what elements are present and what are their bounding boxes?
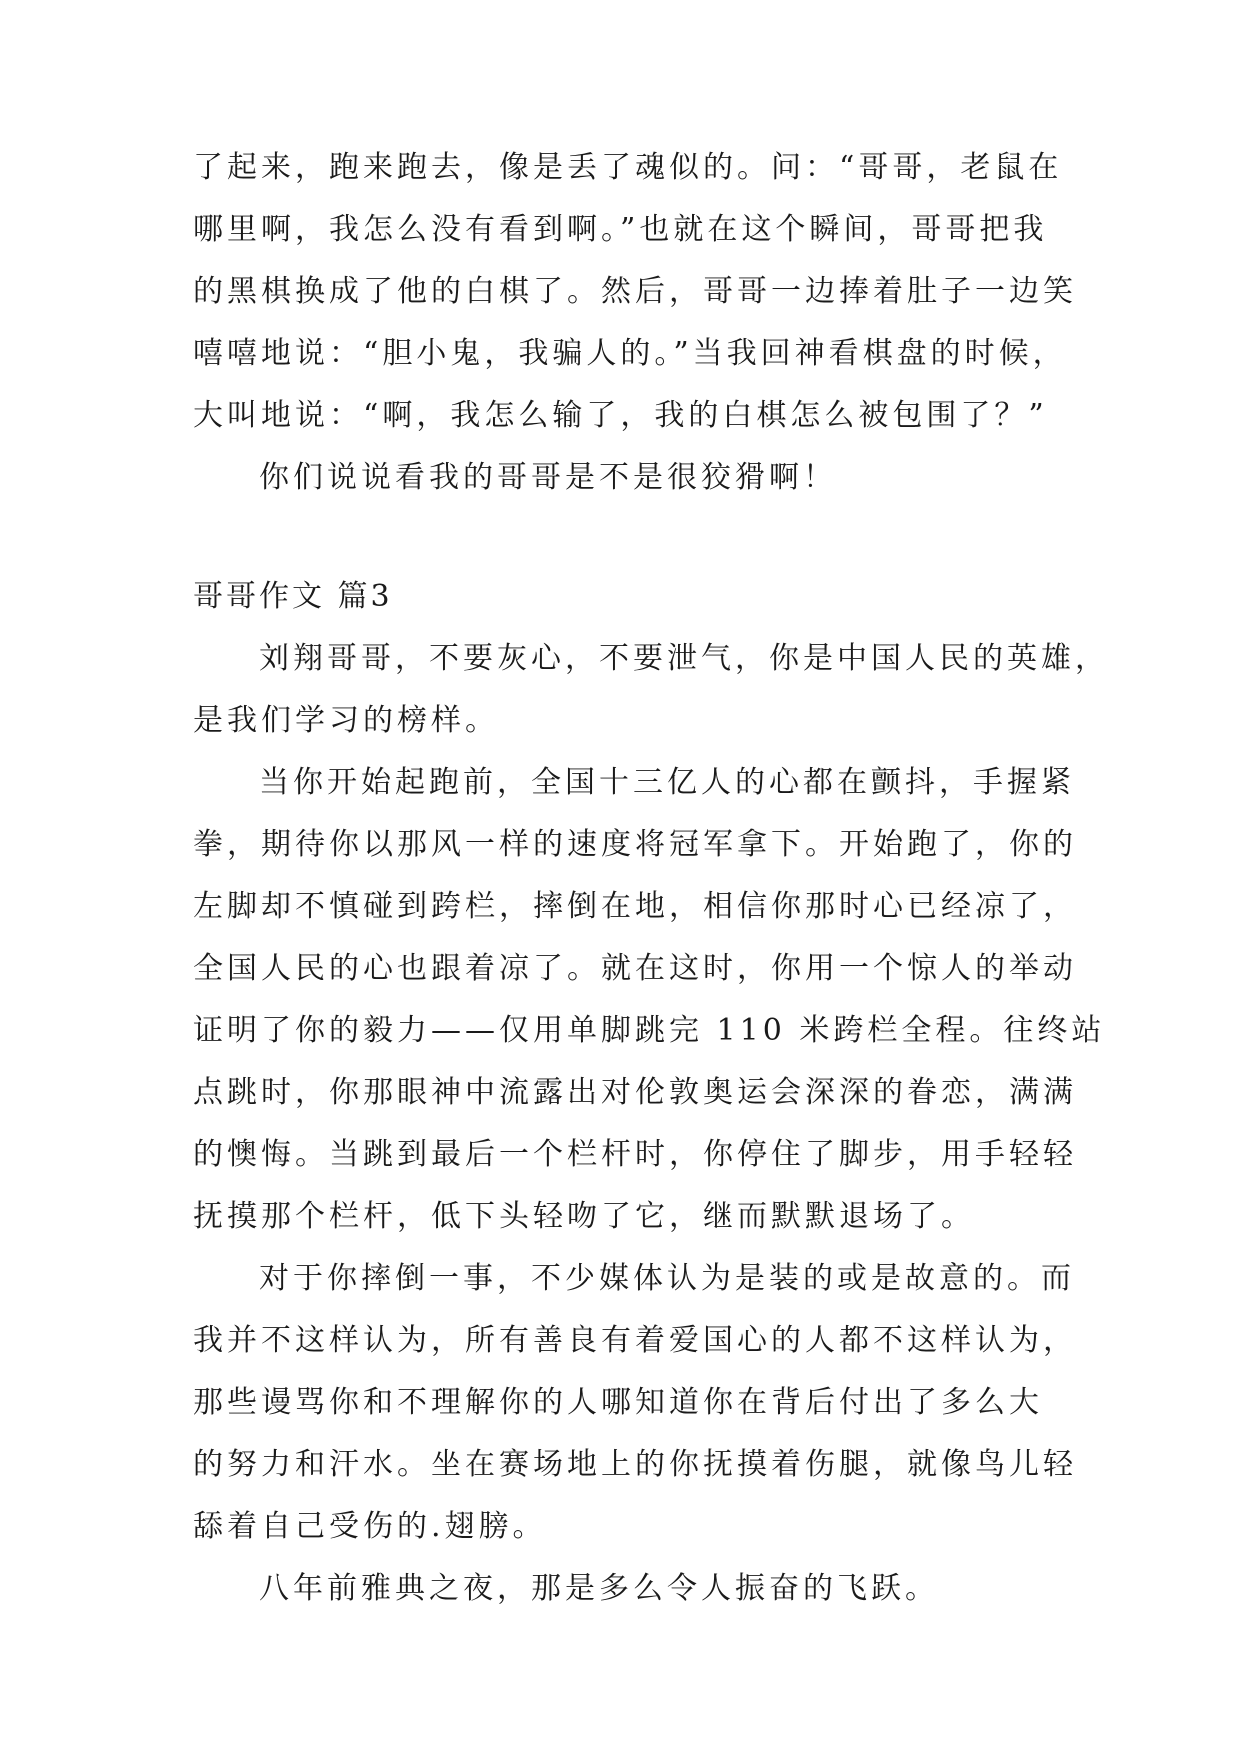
paragraph-line: 点跳时，你那眼神中流露出对伦敦奥运会深深的眷恋，满满 [193, 1075, 1077, 1110]
section-title: 哥哥作文 篇3 [193, 579, 393, 614]
paragraph-line: 你们说说看我的哥哥是不是很狡猾啊！ [259, 460, 837, 495]
paragraph-line: 我并不这样认为，所有善良有着爱国心的人都不这样认为， [193, 1323, 1077, 1358]
paragraph-line: 嘻嘻地说：“胆小鬼，我骗人的。”当我回神看棋盘的时候， [193, 336, 1067, 371]
paragraph-line: 对于你摔倒一事，不少媒体认为是装的或是故意的。而 [259, 1261, 1075, 1296]
paragraph-line: 的黑棋换成了他的白棋了。然后，哥哥一边捧着肚子一边笑 [193, 274, 1077, 309]
paragraph-line: 全国人民的心也跟着凉了。就在这时，你用一个惊人的举动 [193, 951, 1077, 986]
paragraph-line: 左脚却不慎碰到跨栏，摔倒在地，相信你那时心已经凉了， [193, 889, 1077, 924]
paragraph-line: 的懊悔。当跳到最后一个栏杆时，你停住了脚步，用手轻轻 [193, 1137, 1077, 1172]
paragraph-line: 舔着自己受伤的.翅膀。 [193, 1509, 547, 1544]
paragraph-line: 当你开始起跑前，全国十三亿人的心都在颤抖，手握紧 [259, 765, 1075, 800]
paragraph-line: 八年前雅典之夜，那是多么令人振奋的飞跃。 [259, 1571, 939, 1606]
paragraph-line: 是我们学习的榜样。 [193, 703, 499, 738]
paragraph-line: 哪里啊，我怎么没有看到啊。”也就在这个瞬间，哥哥把我 [193, 212, 1048, 247]
paragraph-line: 的努力和汗水。坐在赛场地上的你抚摸着伤腿，就像鸟儿轻 [193, 1447, 1077, 1482]
paragraph-line: 大叫地说：“啊，我怎么输了，我的白棋怎么被包围了？” [193, 398, 1048, 433]
paragraph-line: 抚摸那个栏杆，低下头轻吻了它，继而默默退场了。 [193, 1199, 975, 1234]
paragraph-line: 了起来，跑来跑去，像是丢了魂似的。问：“哥哥，老鼠在 [193, 150, 1063, 185]
paragraph-line: 那些谩骂你和不理解你的人哪知道你在背后付出了多么大 [193, 1385, 1043, 1420]
paragraph-line: 证明了你的毅力——仅用单脚跳完 110 米跨栏全程。往终站 [193, 1013, 1106, 1048]
paragraph-line: 拳，期待你以那风一样的速度将冠军拿下。开始跑了，你的 [193, 827, 1077, 862]
paragraph-line: 刘翔哥哥，不要灰心，不要泄气，你是中国人民的英雄， [259, 641, 1109, 676]
